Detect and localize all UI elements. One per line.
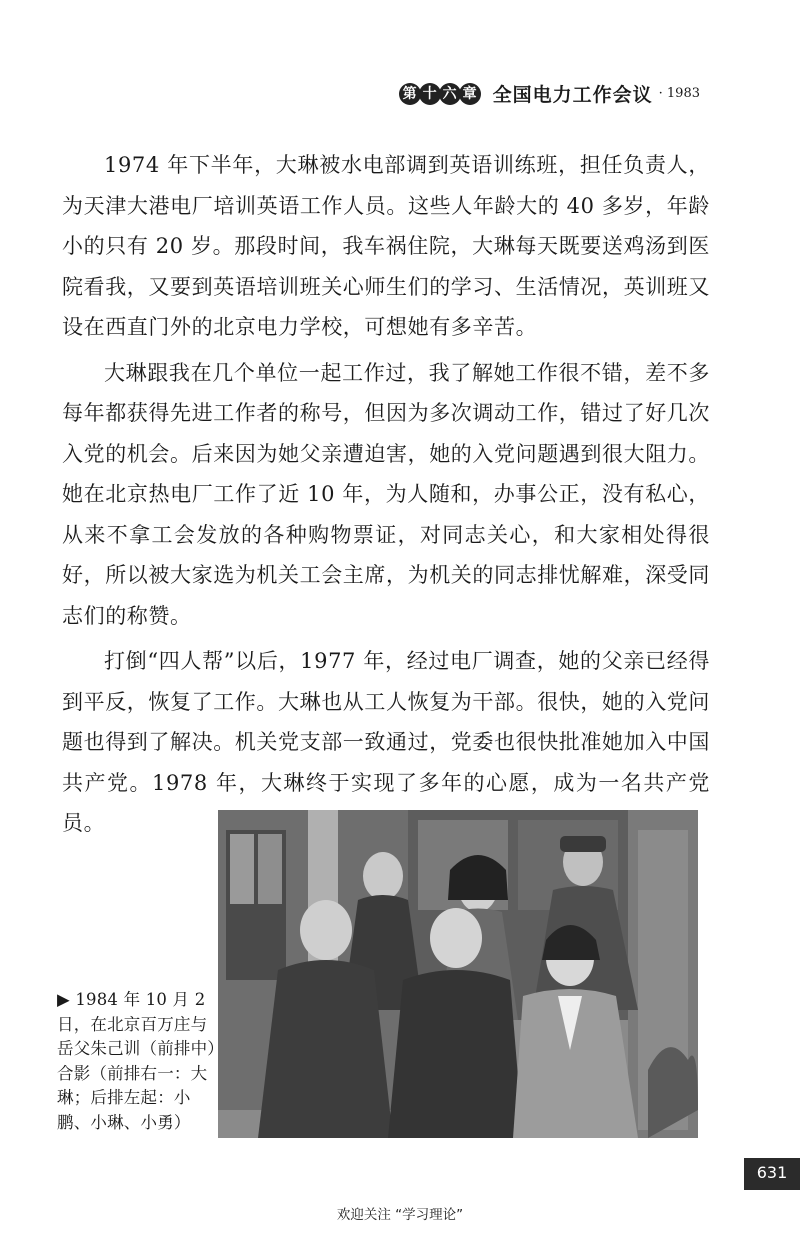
page-tab-rule	[744, 1187, 800, 1190]
family-photo	[218, 810, 698, 1138]
chapter-title: 全国电力工作会议	[492, 84, 653, 106]
chapter-char: 六	[439, 83, 461, 105]
paragraph: 1974 年下半年，大琳被水电部调到英语训练班，担任负责人，为天津大港电厂培训英语工作人员。这些人年龄大的 40 多岁，年龄小的只有 20 岁。那段时间，我车祸住院，大琳每天既要送鸡汤到医院看我，又要到英语培训班关心师生们的学习、生活情况，英训班又设在西直门外的北京电力学校，可想她有多辛苦。	[62, 153, 710, 339]
chapter-year: · 1983	[658, 86, 700, 101]
paragraph: 大琳跟我在几个单位一起工作过，我了解她工作很不错，差不多每年都获得先进工作者的称号，但因为多次调动工作，错过了好几次入党的机会。后来因为她父亲遭迫害，她的入党问题遇到很大阻力。她在北京热电厂工作了近 10 年，为人随和，办事公正，没有私心，从来不拿工会发放的各种购物票证，对同志关心，和大家相处得很好，所以被大家选为机关工会主席，为机关的同志排忧解难，深受同志们的称赞。	[62, 360, 710, 628]
body-text	[62, 145, 710, 849]
photo-caption: ▶ 1984 年 10 月 2 日，在北京百万庄与岳父朱己训（前排中）合影（前排右一：大琳；后排左起：小鹏、小琳、小勇）	[57, 990, 216, 1132]
chapter-char: 章	[459, 83, 481, 105]
running-header	[399, 80, 700, 107]
page-number: 631	[744, 1158, 800, 1188]
chapter-char: 十	[419, 83, 441, 105]
footer-note: 欢迎关注 “学习理论”	[336, 1207, 464, 1223]
chapter-char: 第	[399, 83, 421, 105]
paragraph: 打倒“四人帮”以后，1977 年，经过电厂调查，她的父亲已经得到平反，恢复了工作。大琳也从工人恢复为干部。很快，她的入党问题也得到了解决。机关党支部一致通过，党委也很快批准她加入中国共产党。1978 年，大琳终于实现了多年的心愿，成为一名共产党员。	[62, 649, 710, 835]
chapter-label	[399, 83, 479, 105]
